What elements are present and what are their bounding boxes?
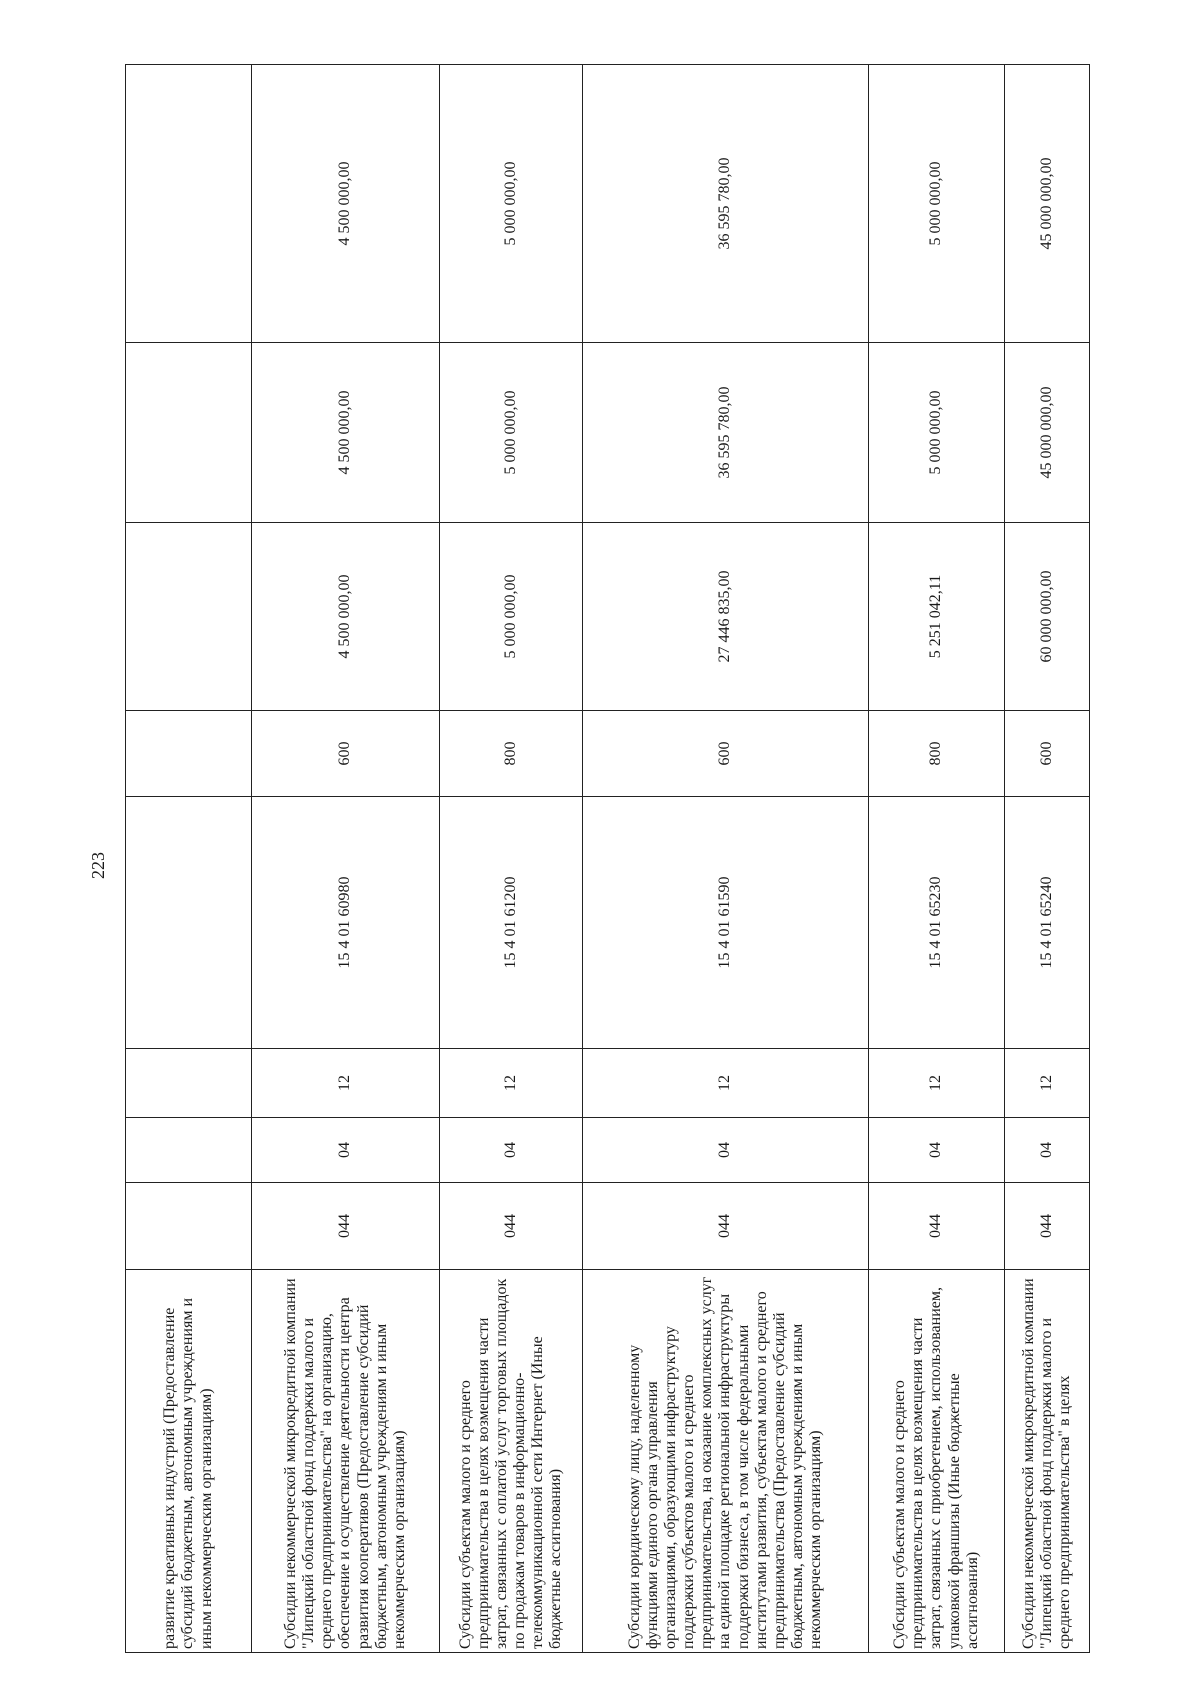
expense-type-cell: 600 (252, 711, 440, 797)
amount-2-cell: 5 000 000,00 (869, 343, 1005, 523)
amount-2-cell: 5 000 000,00 (440, 343, 583, 523)
grbs-cell (126, 1183, 252, 1270)
section-cell: 04 (1005, 1118, 1090, 1183)
row-name: развитие креативных индустрий (Предоставление субсидий бюджетным, автономным учреждениям и иным некоммерческим организациям) (126, 1270, 252, 1653)
table-row (583, 65, 869, 1653)
row-name: Субсидии юридическому лицу, наделенному функциями единого органа управления организациями, образующими инфраструктуру поддержки субъектов малого и среднего предпринимательства, на оказание комплексных услуг на единой площадке региональной инфраструктуры поддержки бизнеса, в том числе федеральными институтами развития, субъектам малого и среднего предпринимательства (Предоставление субсидий бюджетным, автономным учреждениям и иным некоммерческим организациям) (583, 1270, 869, 1653)
section-cell: 04 (440, 1118, 583, 1183)
subsection-cell: 12 (1005, 1049, 1090, 1118)
subsection-cell: 12 (869, 1049, 1005, 1118)
amount-2-cell: 4 500 000,00 (252, 343, 440, 523)
amount-plan-cell: 5 251 042,11 (869, 523, 1005, 711)
amount-3-cell: 36 595 780,00 (583, 65, 869, 343)
section-cell: 04 (252, 1118, 440, 1183)
page-number (83, 835, 113, 895)
subsection-cell: 12 (440, 1049, 583, 1118)
amount-2-cell (126, 343, 252, 523)
subsection-cell (126, 1049, 252, 1118)
section-cell: 04 (869, 1118, 1005, 1183)
target-article-cell: 15 4 01 65240 (1005, 797, 1090, 1049)
amount-plan-cell: 5 000 000,00 (440, 523, 583, 711)
budget-table (125, 64, 1090, 1653)
amount-3-cell: 5 000 000,00 (869, 65, 1005, 343)
row-name: Субсидии субъектам малого и среднего предпринимательства в целях возмещения части затрат, связанных с оплатой услуг торговых площадок по продажам товаров в информационно-телекоммуникационной сети Интернет (Иные бюджетные ассигнования) (440, 1270, 583, 1653)
amount-3-cell (126, 65, 252, 343)
expense-type-cell: 600 (1005, 711, 1090, 797)
amount-3-cell: 5 000 000,00 (440, 65, 583, 343)
row-name: Субсидии некоммерческой микрокредитной компании "Липецкий областной фонд поддержки малого и среднего предпринимательства" в целях (1005, 1270, 1090, 1653)
grbs-cell: 044 (869, 1183, 1005, 1270)
amount-3-cell: 45 000 000,00 (1005, 65, 1090, 343)
subsection-cell: 12 (252, 1049, 440, 1118)
table-row (440, 65, 583, 1653)
amount-plan-cell (126, 523, 252, 711)
grbs-cell: 044 (1005, 1183, 1090, 1270)
amount-plan-cell: 4 500 000,00 (252, 523, 440, 711)
target-article-cell: 15 4 01 60980 (252, 797, 440, 1049)
grbs-cell: 044 (440, 1183, 583, 1270)
expense-type-cell (126, 711, 252, 797)
row-name: Субсидии субъектам малого и среднего предпринимательства в целях возмещения части затрат, связанных с приобретением, использованием, упаковкой франшизы (Иные бюджетные ассигнования) (869, 1270, 1005, 1653)
table-row (869, 65, 1005, 1653)
row-name: Субсидии некоммерческой микрокредитной компании "Липецкий областной фонд поддержки малого и среднего предпринимательства" на организацию, обеспечение и осуществление деятельности центра развития кооперативов (Предоставление субсидий бюджетным, автономным учреждениям и иным некоммерческим организациям) (252, 1270, 440, 1653)
page-number-text: 223 (87, 851, 108, 879)
amount-plan-cell: 60 000 000,00 (1005, 523, 1090, 711)
grbs-cell: 044 (583, 1183, 869, 1270)
budget-table-container (125, 65, 1089, 1653)
table-row (1005, 65, 1090, 1653)
expense-type-cell: 800 (869, 711, 1005, 797)
target-article-cell: 15 4 01 61200 (440, 797, 583, 1049)
grbs-cell: 044 (252, 1183, 440, 1270)
amount-plan-cell: 27 446 835,00 (583, 523, 869, 711)
target-article-cell: 15 4 01 61590 (583, 797, 869, 1049)
amount-3-cell: 4 500 000,00 (252, 65, 440, 343)
target-article-cell (126, 797, 252, 1049)
amount-2-cell: 45 000 000,00 (1005, 343, 1090, 523)
expense-type-cell: 600 (583, 711, 869, 797)
section-cell (126, 1118, 252, 1183)
expense-type-cell: 800 (440, 711, 583, 797)
table-row (126, 65, 252, 1653)
amount-2-cell: 36 595 780,00 (583, 343, 869, 523)
section-cell: 04 (583, 1118, 869, 1183)
target-article-cell: 15 4 01 65230 (869, 797, 1005, 1049)
subsection-cell: 12 (583, 1049, 869, 1118)
table-row (252, 65, 440, 1653)
